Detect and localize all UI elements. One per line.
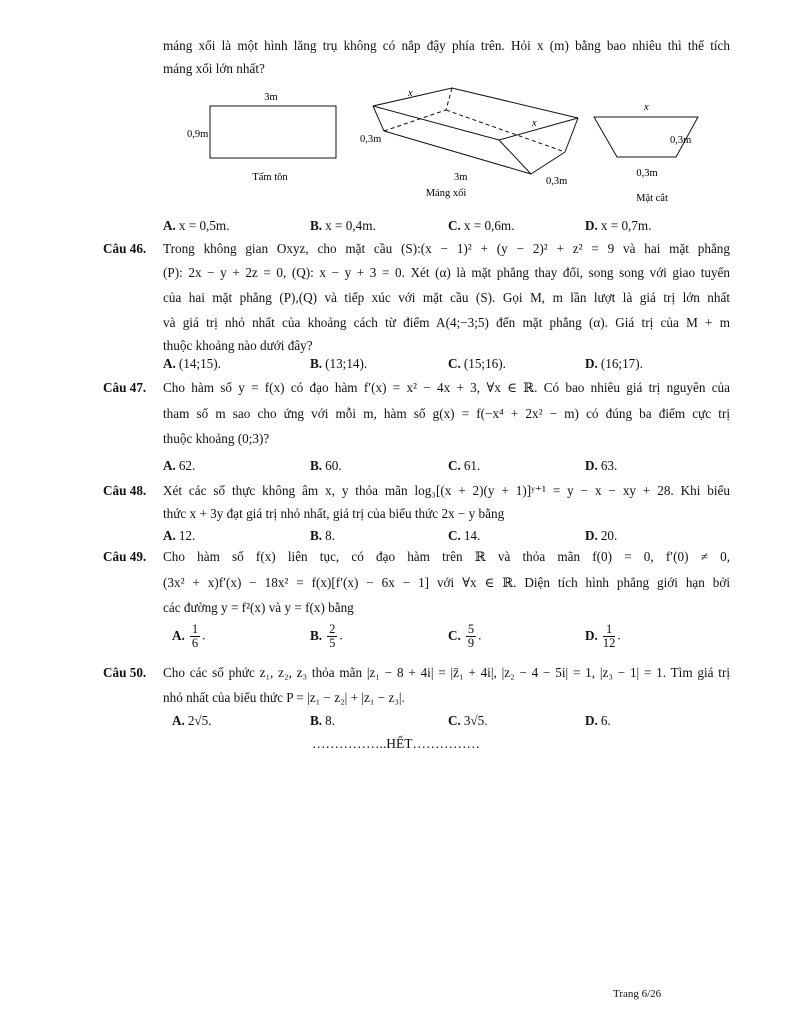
q48-line-1: Xét các số thực không âm x, y thỏa mãn log₃[(x + 2)(y + 1)]ʸ⁺¹ = y − x − xy + 28. Khi biểu	[163, 483, 730, 498]
q46-option-c: C. (15;16).	[448, 356, 506, 371]
intro-line-1: máng xối là một hình lăng trụ không có nắp đậy phía trên. Hỏi x (m) bằng bao nhiêu thì thể tích	[163, 38, 730, 53]
q49-line-2: (3x² + x)f′(x) − 18x² = f(x)[f′(x) − 6x − 1] với ∀x ∈ ℝ. Diện tích hình phẳng giới hạn bởi	[163, 575, 730, 590]
fraction: $\frac{2}{5}$	[329, 622, 336, 650]
label-trough-bottom: 3m	[454, 172, 468, 183]
q46-option-d: D. (16;17).	[585, 356, 643, 371]
label-trough-x2: x	[532, 118, 537, 129]
q46-line-1: Trong không gian Oxyz, cho mặt cầu (S):(x − 1)² + (y − 2)² + z² = 9 và hai mặt phẳng	[163, 241, 730, 256]
q46-line-5: thuộc khoảng nào dưới đây?	[163, 338, 313, 353]
q46-option-a: A. (14;15).	[163, 356, 221, 371]
q49-option-b: B. $\frac{2}{5}$ .	[310, 622, 343, 650]
q48-option-d: D. 20.	[585, 528, 618, 543]
q46-line-3: của hai mặt phẳng (P),(Q) và tiếp xúc với mặt cầu (S). Gọi M, m lần lượt là giá trị lớn nhất	[163, 290, 730, 305]
q45-option-c: C. x = 0,6m.	[448, 218, 515, 233]
q47-option-a: A. 62.	[163, 458, 196, 473]
q50-label: Câu 50.	[103, 665, 147, 680]
q47-label: Câu 47.	[103, 380, 147, 395]
label-trough-x1: x	[408, 88, 413, 99]
label-section-caption: Mặt cắt	[636, 193, 668, 204]
sheet-rectangle	[210, 106, 336, 158]
q46-line-2: (P): 2x − y + 2z = 0, (Q): x − y + 3 = 0. Xét (α) là mặt phẳng thay đổi, song song với giao tuyến	[163, 265, 730, 280]
label-trough-caption: Máng xối	[425, 188, 467, 199]
q48-option-b: B. 8.	[310, 528, 335, 543]
q47-line-2: tham số m sao cho ứng với mỗi m, hàm số g(x) = f(−x⁴ + 2x² − m) có đúng ba điểm cực trị	[163, 406, 730, 421]
q48-line-2: thức x + 3y đạt giá trị nhỏ nhất, giá trị của biểu thức 2x − y bằng	[163, 506, 505, 521]
q45-option-d: D. x = 0,7m.	[585, 218, 652, 233]
intro-line-2: máng xối lớn nhất?	[163, 61, 265, 76]
trough-drawing	[373, 88, 578, 174]
q49-label: Câu 49.	[103, 549, 147, 564]
q45-option-a: A. x = 0,5m.	[163, 218, 230, 233]
q50-line-2: nhỏ nhất của biểu thức P = |z₁ − z₂| + |z₁ − z₃|.	[163, 690, 405, 705]
q49-option-c: C. $\frac{5}{9}$ .	[448, 622, 482, 650]
q47-line-1: Cho hàm số y = f(x) có đạo hàm f′(x) = x² − 4x + 3, ∀x ∈ ℝ. Có bao nhiêu giá trị nguyên của	[163, 380, 730, 395]
q47-option-c: C. 61.	[448, 458, 481, 473]
label-section-bottom: 0,3m	[636, 168, 658, 179]
q49-option-d: D. $\frac{1}{12}$ .	[585, 622, 621, 650]
q47-line-3: thuộc khoảng (0;3)?	[163, 431, 270, 446]
fraction: $\frac{1}{6}$	[191, 622, 199, 650]
q49-line-1: Cho hàm số f(x) liên tục, có đạo hàm trên ℝ và thỏa mãn f(0) = 0, f′(0) ≠ 0,	[163, 549, 730, 564]
fraction: $\frac{5}{9}$	[467, 622, 475, 650]
label-trough-left: 0,3m	[360, 134, 382, 145]
page-number: Trang 6/26	[613, 988, 662, 1000]
q46-option-b: B. (13;14).	[310, 356, 368, 371]
q48-option-c: C. 14.	[448, 528, 481, 543]
label-rect-caption: Tấm tôn	[252, 172, 288, 183]
q49-line-3: các đường y = f²(x) và y = f(x) bằng	[163, 600, 354, 615]
end-mark: ……………..HẾT……………	[312, 736, 480, 751]
q47-option-b: B. 60.	[310, 458, 342, 473]
label-section-x: x	[644, 102, 649, 113]
label-trough-right: 0,3m	[546, 176, 568, 187]
fraction: $\frac{1}{12}$	[602, 622, 616, 650]
q45-option-b: B. x = 0,4m.	[310, 218, 376, 233]
q46-line-4: và giá trị nhỏ nhất của khoảng cách từ điểm A(4;−3;5) đến mặt phẳng (α). Giá trị của M + m	[163, 315, 730, 330]
q49-option-a: A. $\frac{1}{6}$ .	[172, 622, 206, 650]
label-rect-left: 0,9m	[187, 129, 209, 140]
q50-option-b: B. 8.	[310, 713, 335, 728]
q50-option-a: A. 2√5.	[172, 713, 212, 728]
q47-option-d: D. 63.	[585, 458, 618, 473]
q48-option-a: A. 12.	[163, 528, 196, 543]
label-section-side: 0,3m	[670, 135, 692, 146]
q50-option-c: C. 3√5.	[448, 713, 488, 728]
label-rect-top: 3m	[264, 92, 278, 103]
q46-label: Câu 46.	[103, 241, 147, 256]
q50-option-d: D. 6.	[585, 713, 611, 728]
q50-line-1: Cho các số phức z₁, z₂, z₃ thỏa mãn |z₁ − 8 + 4i| = |z̄₁ + 4i|, |z₂ − 4 − 5i| = 1, |z₃ − 1| = 1. Tìm giá trị	[163, 665, 730, 680]
gutter-figure	[0, 0, 792, 215]
q48-label: Câu 48.	[103, 483, 147, 498]
